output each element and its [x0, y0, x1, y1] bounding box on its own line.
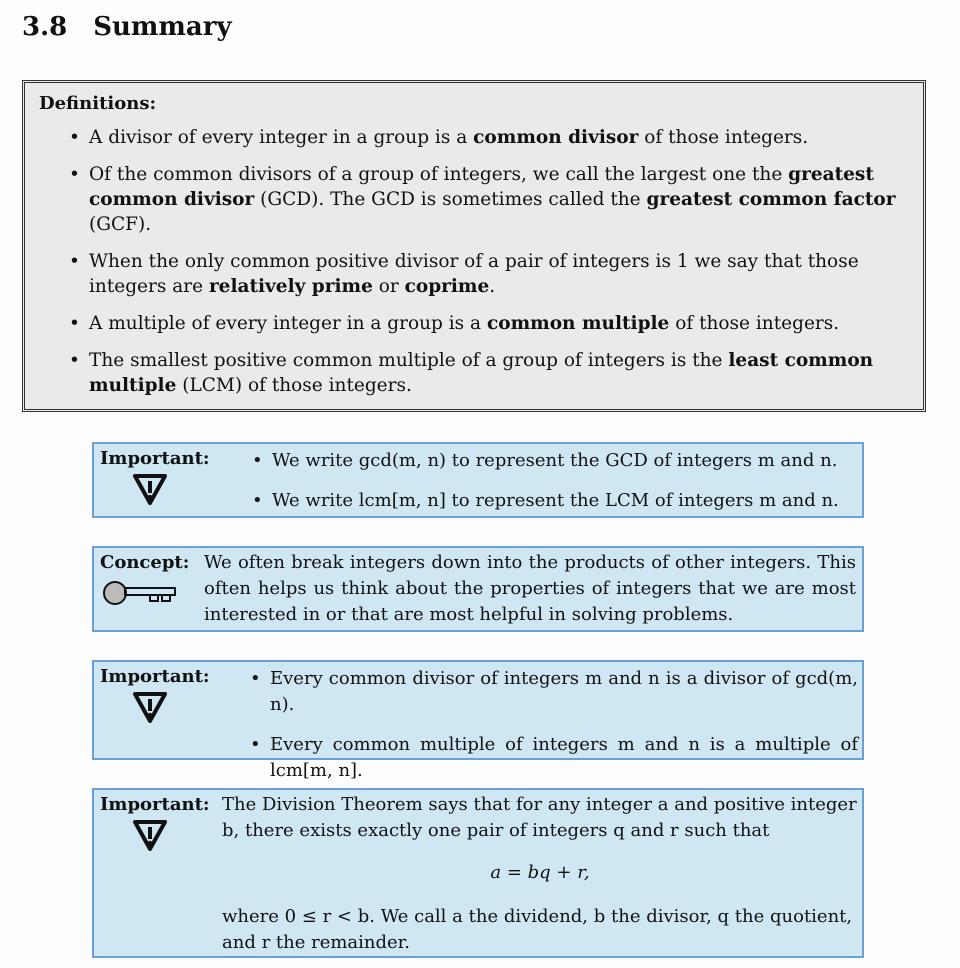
warning-icon: [132, 818, 168, 852]
box-body: [250, 448, 850, 514]
warning-icon: [132, 472, 168, 506]
box-body: We often break integers down into the products of other integers. This often helps us think about the properties of integers that we are most interested in or that are most helpful in solving problems.: [204, 552, 856, 625]
important-box-divisors: [92, 660, 864, 781]
definitions-box: [22, 80, 926, 412]
box-body: [248, 666, 858, 784]
section-title: 3.8 Summary: [22, 12, 232, 42]
list-item: • We write lcm[m, n] to represent the LCM of integers m and n.: [250, 488, 850, 514]
definition-item: • When the only common positive divisor of a pair of integers is 1 we say that those integers are relatively prime or coprime.: [89, 249, 911, 299]
definition-item: • The smallest positive common multiple of a group of integers is the least common multiple (LCM) of those integers.: [89, 348, 911, 398]
important-box-division-theorem: [92, 788, 864, 958]
definition-item: • A multiple of every integer in a group is a common multiple of those integers.: [89, 311, 911, 336]
concept-box: [92, 546, 864, 632]
definitions-list: [25, 123, 923, 410]
important-box-notation: [92, 442, 864, 518]
definition-item: • Of the common divisors of a group of integers, we call the largest one the greatest common divisor (GCD). The GCD is sometimes called the greatest common factor (GCF).: [89, 162, 911, 237]
warning-icon: [132, 690, 168, 724]
key-icon: [102, 580, 178, 606]
list-item: • Every common divisor of integers m and n is a divisor of gcd(m, n).: [248, 666, 858, 718]
box-label: Concept:: [100, 552, 190, 573]
definitions-heading: Definitions:: [39, 93, 157, 114]
definition-item: • A divisor of every integer in a group is a common divisor of those integers.: [89, 125, 911, 150]
theorem-outro: where 0 ≤ r < b. We call a the dividend, b the divisor, q the quotient, and r the remainder.: [222, 906, 853, 953]
box-label: Important:: [100, 666, 210, 687]
box-label: Important:: [100, 448, 210, 469]
list-item: • Every common multiple of integers m and n is a multiple of lcm[m, n].: [248, 732, 858, 784]
box-body: [222, 792, 858, 956]
equation: a = bq + r,: [490, 862, 590, 883]
box-label: Important:: [100, 794, 210, 815]
list-item: • We write gcd(m, n) to represent the GCD of integers m and n.: [250, 448, 850, 474]
theorem-intro: The Division Theorem says that for any integer a and positive integer b, there exists exactly one pair of integers q and r such that: [222, 794, 857, 841]
